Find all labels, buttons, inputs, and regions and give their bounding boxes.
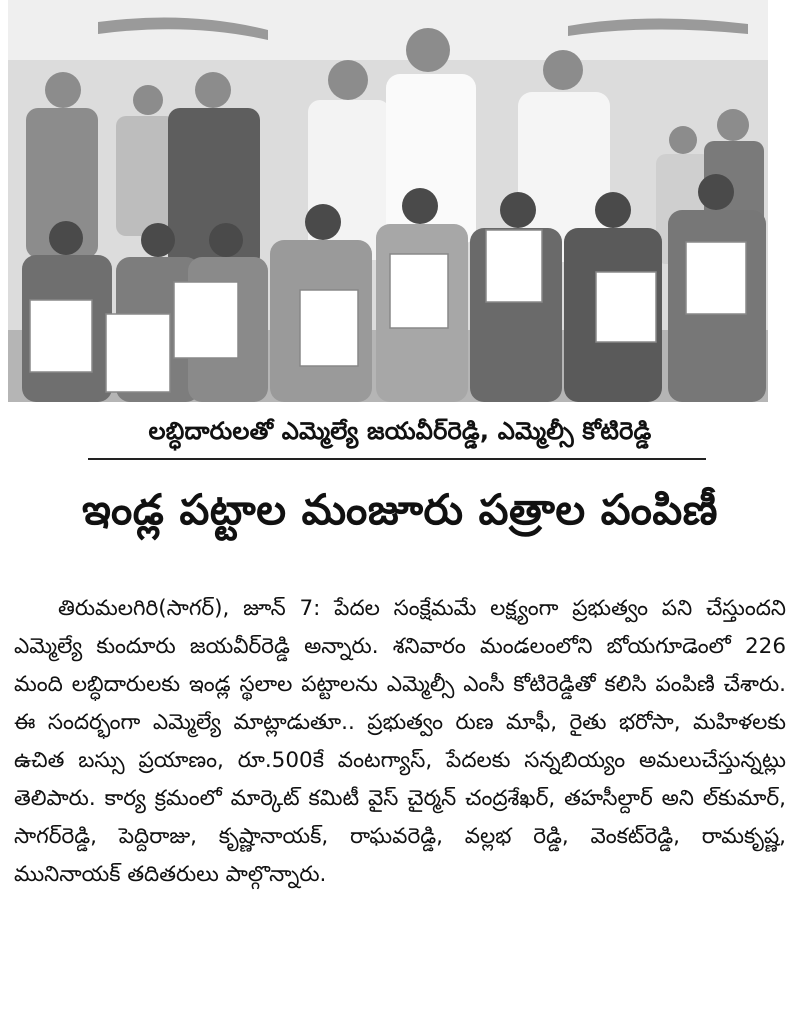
page-title: ఇండ్ల పట్టాల మంజూరు పత్రాల పంపిణీ	[82, 485, 718, 534]
caption-divider	[88, 458, 706, 460]
article-text: తిరుమలగిరి(సాగర్), జూన్ 7: పేదల సంక్షేమమే లక్ష్యంగా ప్రభుత్వం పని చేస్తుందని ఎమ్మెల్యే కుందూరు జయవీర్‌రెడ్డి అన్నారు. శనివారం మండలంలోని బోయగూడెంలో 226 మంది లబ్ధిదారులకు ఇండ్ల స్థలాల పట్టాలను ఎమ్మెల్సీ ఎంసీ కోటిరెడ్డితో కలిసి పంపిణి చేశారు. ఈ సందర్భంగా ఎమ్మెల్యే మాట్లాడుతూ.. ప్రభుత్వం రుణ మాఫీ, రైతు భరోసా, మహిళలకు ఉచిత బస్సు ప్రయాణం, రూ.500కే వంటగ్యాస్, పేదలకు సన్నబియ్యం అమలుచేస్తున్నట్లు తెలిపారు. కార్య క్రమంలో మార్కెట్ కమిటీ వైస్ చైర్మన్ చంద్రశేఖర్, తహసీల్దార్ అని ల్‌కుమార్, సాగర్‌రెడ్డి, పెద్దిరాజు, కృష్ణానాయక్, రాఘవరెడ్డి, వల్లభ రెడ్డి, వెంకట్‌రెడ్డి, రామకృష్ణ, మునినాయక్ తదితరులు పాల్గొన్నారు.	[14, 596, 786, 887]
article-body	[14, 590, 786, 894]
news-photo	[8, 0, 768, 402]
photo-caption: లబ్ధిదారులతో ఎమ్మెల్యే జయవీర్‌రెడ్డి, ఎమ్మెల్సీ కోటిరెడ్డి	[148, 417, 652, 445]
group-photo-icon	[8, 0, 768, 402]
